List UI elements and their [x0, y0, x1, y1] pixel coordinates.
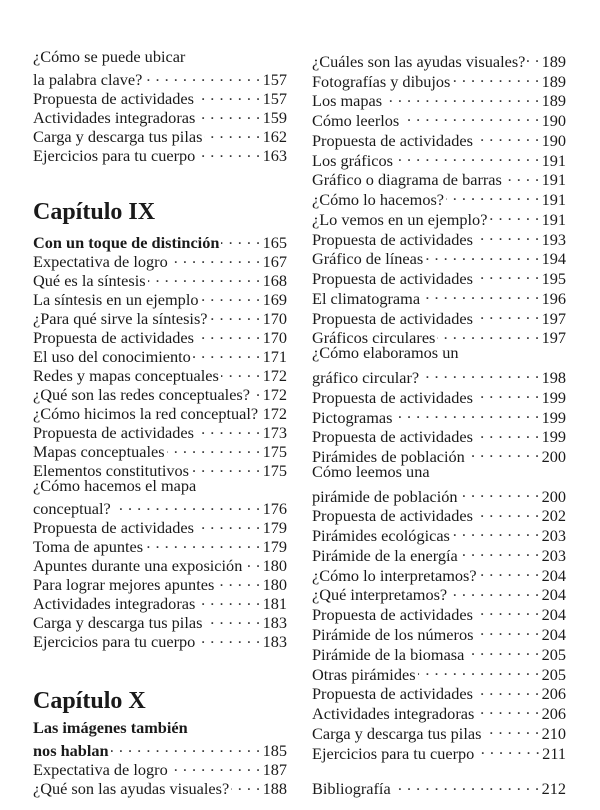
toc-entry-title: Ejercicios para tu cuerpo	[33, 146, 196, 165]
dot-leader	[394, 403, 539, 423]
toc-entry-page: 176	[262, 499, 287, 518]
toc-entry	[33, 737, 287, 760]
dot-leader	[467, 442, 540, 462]
toc-entry-page: 195	[541, 269, 566, 289]
toc-entry-title: ¿Cómo se puede ubicar	[33, 47, 186, 66]
toc-entry-page: 189	[541, 51, 566, 71]
toc-entry-page: 157	[262, 70, 287, 89]
dot-leader	[446, 185, 540, 205]
toc-entry	[312, 343, 566, 363]
toc-entry-title: ¿Qué interpretamos?	[312, 585, 448, 605]
dot-leader	[221, 362, 261, 381]
toc-entry-page: 199	[541, 427, 566, 447]
toc-entry-title: El uso del conocimiento	[33, 347, 191, 366]
toc-entry-page: 183	[262, 632, 287, 651]
dot-leader	[504, 166, 540, 186]
toc-entry-title: nos hablan	[33, 741, 109, 760]
toc-entry-title: Cómo leemos una	[312, 462, 430, 482]
toc-entry-page: 196	[541, 288, 566, 308]
toc-entry-title: Expectativa de logro	[33, 252, 168, 271]
toc-entry-title: Actividades integradoras	[33, 108, 196, 127]
dot-leader	[466, 640, 539, 660]
dot-leader	[170, 248, 261, 267]
toc-entry-page: 205	[541, 664, 566, 684]
dot-leader	[476, 699, 539, 719]
toc-entry-title: ¿Lo vemos en un ejemplo?	[312, 209, 488, 229]
toc-entry-title: Los gráficos	[312, 150, 393, 170]
dot-leader	[475, 304, 540, 324]
dot-leader	[452, 521, 540, 541]
dot-leader	[221, 229, 260, 248]
toc-entry-page: 210	[541, 723, 566, 743]
toc-entry-page: 157	[262, 89, 287, 108]
dot-leader	[527, 47, 539, 67]
toc-entry-title: Toma de apuntes	[33, 537, 144, 556]
spacer	[33, 647, 287, 684]
dot-leader	[111, 737, 261, 756]
toc-entry-title: Cómo leerlos	[312, 111, 400, 131]
toc-entry-page: 162	[262, 127, 287, 146]
dot-leader	[393, 775, 540, 795]
dot-leader	[449, 581, 539, 601]
dot-leader	[191, 457, 261, 476]
toc-entry	[312, 363, 566, 388]
toc-entry-page: 172	[262, 385, 287, 404]
toc-entry	[33, 718, 287, 737]
toc-entry-page: 203	[541, 526, 566, 546]
toc-entry-title: Actividades integradoras	[312, 704, 475, 724]
toc-entry	[312, 47, 566, 71]
toc-entry-title: ¿Cuáles son las ayudas visuales?	[312, 51, 526, 71]
toc-entry-page: 191	[541, 170, 566, 190]
toc-entry-title: Propuesta de actividades	[312, 605, 473, 625]
dot-leader	[475, 620, 539, 640]
toc-entry-page: 191	[541, 150, 566, 170]
toc-entry-title: Propuesta de actividades	[312, 308, 473, 328]
toc-entry-page: 204	[541, 605, 566, 625]
dot-leader	[196, 419, 261, 438]
toc-entry-page: 188	[262, 779, 287, 798]
toc-right-column	[312, 47, 566, 799]
dot-leader	[204, 609, 260, 628]
dot-leader	[170, 756, 261, 775]
toc-entry-title: Pirámides ecológicas	[312, 526, 450, 546]
toc-entry-title: pirámide de población	[312, 486, 458, 506]
dot-leader	[475, 680, 540, 700]
toc-entry-page: 191	[541, 190, 566, 210]
dot-leader	[460, 541, 540, 561]
toc-entry-title: Propuesta de actividades	[33, 89, 194, 108]
toc-entry-page: 163	[262, 146, 287, 165]
toc-entry-title: Elementos constitutivos	[33, 461, 190, 480]
toc-entry	[33, 476, 287, 495]
toc-entry-title: Propuesta de actividades	[33, 328, 194, 347]
toc-entry	[312, 482, 566, 506]
toc-entry-page: 202	[541, 506, 566, 526]
dot-leader	[421, 363, 539, 383]
toc-entry-page: 203	[541, 545, 566, 565]
toc-entry-title: Qué es la síntesis	[33, 271, 146, 290]
dot-leader	[475, 383, 540, 403]
dot-leader	[231, 775, 260, 794]
toc-entry-title: gráfico circular?	[312, 368, 420, 388]
toc-entry-title: Para lograr mejores apuntes	[33, 575, 215, 594]
toc-entry	[33, 495, 287, 518]
toc-entry-page: 170	[262, 309, 287, 328]
dot-leader	[197, 590, 260, 609]
toc-entry-title: ¿Qué son las ayudas visuales?	[33, 779, 230, 798]
toc-entry-title: Gráfico o diagrama de barras	[312, 170, 502, 190]
toc-entry-title: Redes y mapas conceptuales	[33, 366, 219, 385]
toc-entry-page: 187	[262, 760, 287, 779]
toc-entry-page: 180	[262, 556, 287, 575]
dot-leader	[452, 67, 539, 87]
toc-entry-page: 181	[262, 594, 287, 613]
toc-left-column	[33, 47, 287, 798]
dot-leader	[475, 225, 540, 245]
toc-entry-page: 175	[262, 442, 287, 461]
toc-entry-page: 172	[262, 366, 287, 385]
toc-entry-page: 173	[262, 423, 287, 442]
toc-entry-page: 197	[541, 308, 566, 328]
toc-entry-title: ¿Cómo hacemos el mapa	[33, 476, 197, 495]
toc-entry-page: 199	[541, 387, 566, 407]
toc-entry-page: 159	[262, 108, 287, 127]
dot-leader	[475, 600, 540, 620]
toc-entry-title: Pirámide de la energía	[312, 545, 458, 565]
toc-entry-page: 171	[262, 347, 287, 366]
chapter-heading: Capítulo IX	[33, 199, 156, 225]
toc-entry-page: 190	[541, 111, 566, 131]
toc-entry-title: Ejercicios para tu cuerpo	[312, 743, 475, 763]
toc-entry-page: 205	[541, 644, 566, 664]
toc-entry-title: la palabra clave?	[33, 70, 143, 89]
toc-entry-title: ¿Qué son las redes conceptuales?	[33, 385, 250, 404]
toc-entry-title: Carga y descarga tus pilas	[33, 127, 203, 146]
toc-entry-page: 165	[262, 233, 287, 252]
toc-entry-page: 179	[262, 537, 287, 556]
toc-entry-title: ¿Para qué sirve la síntesis?	[33, 309, 208, 328]
toc-entry-title: Mapas conceptuales	[33, 442, 165, 461]
dot-leader	[384, 87, 539, 107]
toc-entry-page: 211	[542, 743, 566, 763]
toc-entry-title: ¿Cómo hicimos la red conceptual?	[33, 404, 259, 423]
toc-entry-title: Gráfico de líneas	[312, 249, 424, 269]
dot-leader	[197, 104, 260, 123]
toc-entry-title: Pirámide de la biomasa	[312, 644, 465, 664]
toc-entry-page: 194	[541, 249, 566, 269]
toc-entry-title: Expectativa de logro	[33, 760, 168, 779]
toc-entry-page: 198	[541, 368, 566, 388]
toc-entry	[33, 229, 287, 252]
dot-leader	[475, 126, 540, 146]
toc-entry-title: Con un toque de distinción	[33, 233, 220, 252]
toc-entry-title: El climatograma	[312, 288, 421, 308]
dot-leader	[197, 142, 260, 161]
toc-entry-title: Pirámides de población	[312, 447, 465, 467]
toc-entry-title: Propuesta de actividades	[312, 427, 473, 447]
toc-entry-page: 206	[541, 704, 566, 724]
toc-entry-title: Bibliografía	[312, 779, 391, 799]
dot-leader	[479, 561, 540, 581]
dot-leader	[475, 264, 540, 284]
toc-entry-title: Propuesta de actividades	[312, 684, 473, 704]
toc-entry-title: Gráficos circulares	[312, 328, 436, 348]
dot-leader	[476, 739, 540, 759]
toc-entry	[312, 775, 566, 799]
toc-entry-page: 204	[541, 624, 566, 644]
toc-entry-title: ¿Cómo lo hacemos?	[312, 190, 445, 210]
toc-entry-page: 191	[541, 209, 566, 229]
dot-leader	[401, 106, 539, 126]
toc-entry-title: Propuesta de actividades	[312, 269, 473, 289]
dot-leader	[196, 85, 261, 104]
toc-entry-page: 170	[262, 328, 287, 347]
toc-entry-page: 200	[541, 447, 566, 467]
toc-entry-page: 197	[541, 328, 566, 348]
toc-entry-page: 168	[262, 271, 287, 290]
dot-leader	[252, 381, 261, 400]
toc-entry-title: Ejercicios para tu cuerpo	[33, 632, 196, 651]
toc-entry-page: 200	[541, 486, 566, 506]
dot-leader	[425, 245, 539, 265]
toc-entry-title: Carga y descarga tus pilas	[33, 613, 203, 632]
toc-entry-title: Fotografías y dibujos	[312, 71, 451, 91]
toc-entry-title: ¿Cómo elaboramos un	[312, 343, 459, 363]
toc-entry-title: Apuntes durante una exposición	[33, 556, 243, 575]
toc-entry-title: Propuesta de actividades	[33, 423, 194, 442]
dot-leader	[167, 438, 261, 457]
spacer	[33, 161, 287, 195]
dot-leader	[204, 123, 260, 142]
dot-leader	[197, 628, 260, 647]
toc-entry-page: 189	[541, 71, 566, 91]
toc-entry-title: Actividades integradoras	[33, 594, 196, 613]
toc-entry-title: Propuesta de actividades	[312, 387, 473, 407]
toc-entry-page: 204	[541, 585, 566, 605]
dot-leader	[483, 719, 539, 739]
dot-leader	[148, 267, 261, 286]
toc-entry-title: conceptual?	[33, 499, 111, 518]
dot-leader	[113, 495, 261, 514]
toc-entry-title: ¿Cómo lo interpretamos?	[312, 565, 477, 585]
dot-leader	[475, 502, 540, 522]
dot-leader	[395, 146, 540, 166]
toc-entry-page: 179	[262, 518, 287, 537]
toc-entry-page: 190	[541, 130, 566, 150]
dot-leader	[201, 286, 261, 305]
dot-leader	[196, 514, 261, 533]
dot-leader	[193, 343, 261, 362]
toc-entry-page: 172	[262, 404, 287, 423]
dot-leader	[437, 324, 539, 344]
dot-leader	[475, 423, 540, 443]
toc-entry-page: 199	[541, 407, 566, 427]
toc-entry-title: Las imágenes también	[33, 718, 188, 737]
toc-entry	[33, 47, 287, 66]
toc-entry-page: 180	[262, 575, 287, 594]
toc-entry-title: La síntesis en un ejemplo	[33, 290, 199, 309]
dot-leader	[460, 482, 540, 502]
toc-entry-title: Pirámide de los números	[312, 624, 474, 644]
toc-entry-page: 212	[541, 779, 566, 799]
toc-entry	[33, 66, 287, 89]
dot-leader	[418, 660, 540, 680]
toc-entry-title: Los mapas	[312, 91, 383, 111]
chapter-heading: Capítulo X	[33, 688, 146, 714]
dot-leader	[196, 324, 261, 343]
dot-leader	[489, 205, 539, 225]
toc-entry-title: Otras pirámides	[312, 664, 416, 684]
toc-entry-title: Propuesta de actividades	[312, 229, 473, 249]
toc-entry-page: 183	[262, 613, 287, 632]
toc-entry-title: Pictogramas	[312, 407, 393, 427]
toc-entry-title: Propuesta de actividades	[312, 130, 473, 150]
dot-leader	[145, 533, 260, 552]
dot-leader	[216, 571, 260, 590]
toc-entry-page: 204	[541, 565, 566, 585]
toc-entry-title: Propuesta de actividades	[33, 518, 194, 537]
toc-entry-page: 175	[262, 461, 287, 480]
toc-entry-title: Carga y descarga tus pilas	[312, 723, 482, 743]
toc-entry-page: 189	[541, 91, 566, 111]
dot-leader	[422, 284, 540, 304]
toc-entry-title: Propuesta de actividades	[312, 506, 473, 526]
dot-leader	[144, 66, 260, 85]
dot-leader	[244, 552, 260, 571]
dot-leader	[210, 305, 261, 324]
toc-entry-page: 193	[541, 229, 566, 249]
toc-entry-page: 206	[541, 684, 566, 704]
toc-entry-page: 169	[262, 290, 287, 309]
toc-entry-page: 167	[262, 252, 287, 271]
toc-entry-page: 185	[262, 741, 287, 760]
